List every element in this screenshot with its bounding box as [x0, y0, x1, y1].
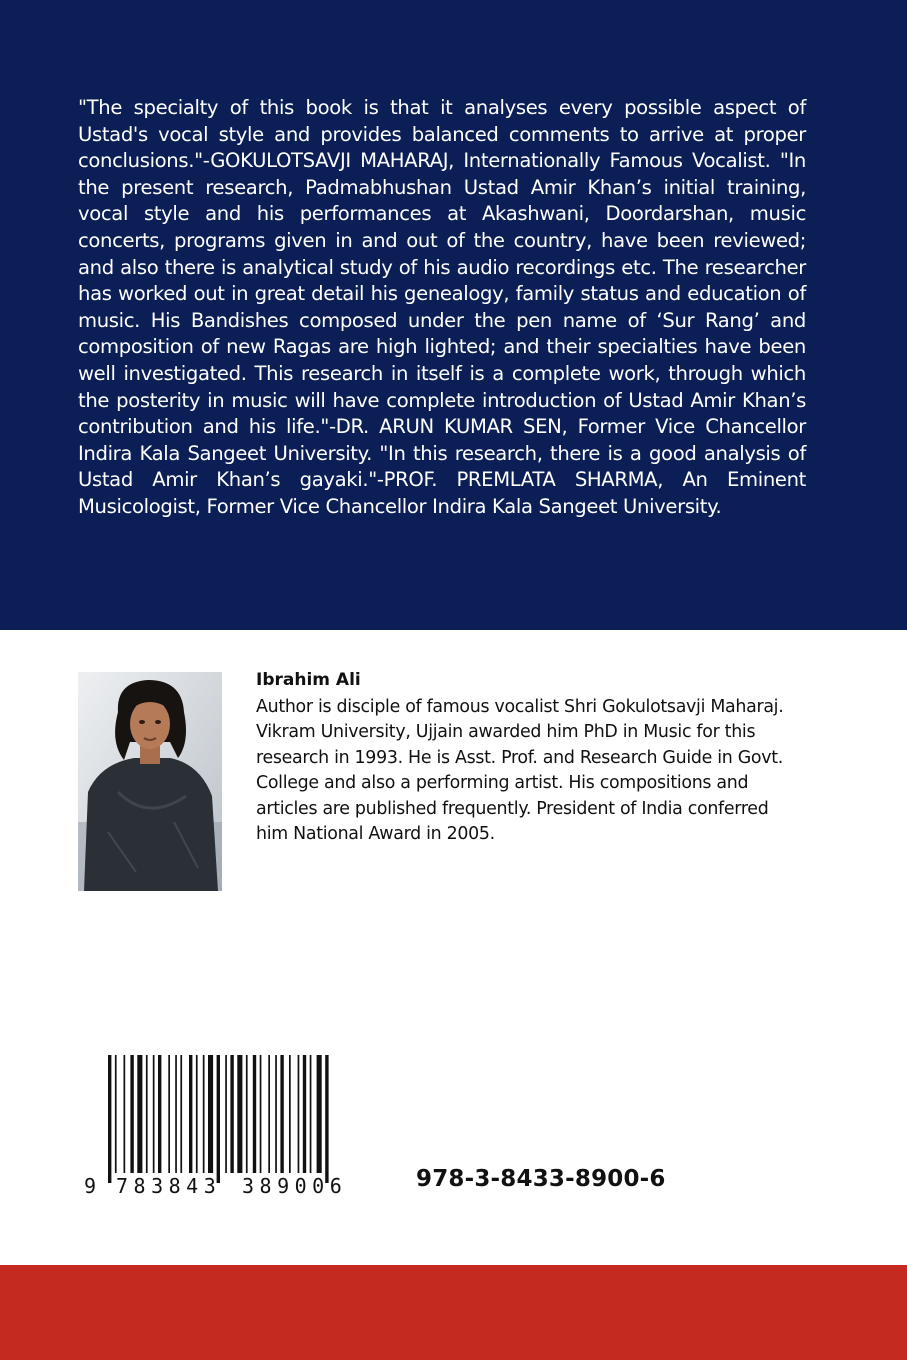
barcode-digits-right: 389006 — [242, 1174, 348, 1198]
barcode-bar — [196, 1055, 198, 1173]
barcode-bars — [108, 1055, 329, 1183]
barcode-bar — [237, 1055, 242, 1173]
barcode-bar — [108, 1055, 111, 1183]
isbn-number: 978-3-8433-8900-6 — [416, 1166, 666, 1192]
blurb-panel — [0, 0, 907, 630]
barcode-bar — [153, 1055, 155, 1173]
barcode-bar — [175, 1055, 177, 1173]
barcode-bar — [317, 1055, 322, 1173]
barcode-bar — [168, 1055, 170, 1173]
back-cover-blurb: "The specialty of this book is that it analyses every possible aspect of Ustad's vocal style and provides balanced comments to arrive at proper conclusions."-GOKULOTSAVJI MAHARAJ, Internationally Famous Vocalist. "In the present research, Padmabhushan Ustad Amir Khan’s initial training, vocal style and his performances at Akashwani, Doordarshan, music concerts, programs given in and out of the country, have been reviewed; and also there is analytical study of his audio recordings etc. The researcher has worked out in great detail his genealogy, family status and education of music. His Bandishes composed under the pen name of ‘Sur Rang’ and composition of new Ragas are high lighted; and their specialties have been well investigated. This research in itself is a complete work, through which the posterity in music will have complete introduction of Ustad Amir Khan’s contribution and his life."-DR. ARUN KUMAR SEN, Former Vice Chancellor Indira Kala Sangeet University. "In this research, there is a good analysis of Ustad Amir Khan’s gayaki."-PROF. PREMLATA SHARMA, An Eminent Musicologist, Former Vice Chancellor Indira Kala Sangeet University. — [78, 96, 806, 518]
barcode-bar — [268, 1055, 270, 1173]
barcode-bar — [124, 1055, 126, 1173]
author-bio: Author is disciple of famous vocalist Shri Gokulotsavji Maharaj. Vikram University, Ujjain awarded him PhD in Music for this research in 1993. He is Asst. Prof. and Research Guide in Govt. College and also a performing artist. His compositions and articles are published frequently. President of India conferred him National Award in 2005. — [256, 697, 784, 845]
barcode-bar — [180, 1055, 182, 1173]
barcode-bar — [253, 1055, 256, 1173]
barcode-bar — [158, 1055, 161, 1173]
barcode-bar — [280, 1055, 283, 1173]
author-portrait-icon — [78, 672, 222, 891]
barcode-bar — [303, 1055, 306, 1173]
barcode-bar — [230, 1055, 233, 1173]
barcode-digit-lead: 9 — [84, 1174, 97, 1198]
barcode-bar — [225, 1055, 227, 1173]
barcode-bar — [130, 1055, 133, 1173]
barcode-bar — [217, 1055, 220, 1183]
barcode-bar — [115, 1055, 117, 1173]
barcode-bar — [275, 1055, 277, 1173]
author-photo — [78, 672, 222, 891]
barcode-bar — [146, 1055, 148, 1173]
barcode-bar — [325, 1055, 328, 1183]
barcode-bar — [246, 1055, 248, 1173]
bottom-color-band — [0, 1265, 907, 1360]
barcode-bar — [189, 1055, 192, 1173]
author-name: Ibrahim Ali — [256, 670, 361, 690]
barcode-bar — [260, 1055, 262, 1173]
barcode-bar — [137, 1055, 142, 1173]
barcode-bar — [310, 1055, 312, 1173]
isbn-barcode — [84, 1055, 359, 1200]
barcode-digits-left: 783843 — [116, 1174, 222, 1198]
barcode-bar — [289, 1055, 291, 1173]
barcode-bar — [208, 1055, 213, 1173]
barcode-bar — [298, 1055, 300, 1173]
barcode-bar — [203, 1055, 205, 1173]
